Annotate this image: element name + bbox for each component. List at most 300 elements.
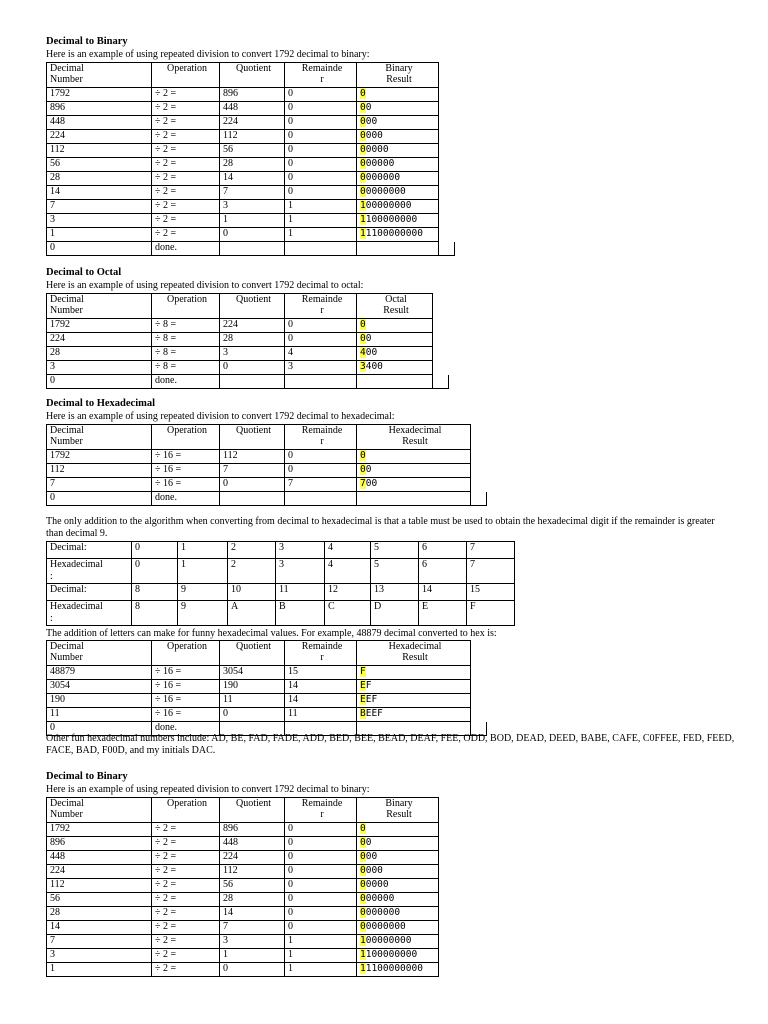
- result-cell: 00000: [357, 144, 439, 158]
- result-cell: 00: [357, 464, 471, 478]
- table-row: [47, 492, 487, 506]
- table-row: [47, 228, 455, 242]
- digit-cell: 7: [467, 542, 515, 559]
- quotient-cell: 448: [220, 837, 285, 851]
- table-row: [47, 907, 439, 921]
- digit-cell: E: [419, 601, 467, 626]
- remainder-cell: 1: [285, 200, 357, 214]
- quotient-cell: 224: [220, 851, 285, 865]
- table-row: [47, 186, 455, 200]
- spacer-cell: [471, 425, 487, 450]
- decimal-cell: 224: [47, 865, 152, 879]
- column-header: Remainde r: [285, 425, 357, 450]
- operation-cell: ÷ 8 =: [152, 319, 220, 333]
- spacer-cell: [439, 172, 455, 186]
- digit-cell: 1: [178, 559, 228, 584]
- quotient-cell: 0: [220, 478, 285, 492]
- remainder-cell: 11: [285, 708, 357, 722]
- result-cell: EF: [357, 680, 471, 694]
- spacer-cell: [471, 708, 487, 722]
- new-digit-highlight: 1: [360, 935, 366, 946]
- result-cell: 0000: [357, 130, 439, 144]
- remainder-cell: 15: [285, 666, 357, 680]
- quotient-cell: 7: [220, 921, 285, 935]
- decimal-cell: 1792: [47, 319, 152, 333]
- digit-cell: F: [467, 601, 515, 626]
- column-header: Operation: [152, 425, 220, 450]
- result-cell: 100000000: [357, 935, 439, 949]
- decimal-cell: 28: [47, 907, 152, 921]
- remainder-cell: 14: [285, 680, 357, 694]
- column-header: Hexadecimal Result: [357, 425, 471, 450]
- operation-cell: ÷ 2 =: [152, 963, 220, 977]
- digit-cell: 15: [467, 584, 515, 601]
- quotient-cell: 0: [220, 963, 285, 977]
- row-label: Hexadecimal :: [47, 559, 132, 584]
- table-row: [47, 88, 455, 102]
- new-digit-highlight: 0: [360, 319, 366, 330]
- table-row: [47, 680, 487, 694]
- digit-cell: 7: [467, 559, 515, 584]
- operation-cell: ÷ 16 =: [152, 464, 220, 478]
- new-digit-highlight: 0: [360, 879, 366, 890]
- table-row: [47, 935, 439, 949]
- spacer-cell: [439, 116, 455, 130]
- section-title-binary-2: Decimal to Binary: [46, 771, 128, 782]
- decimal-cell: 3: [47, 214, 152, 228]
- result-cell: 700: [357, 478, 471, 492]
- operation-cell: ÷ 2 =: [152, 200, 220, 214]
- quotient-cell: 224: [220, 319, 285, 333]
- section-title-hex: Decimal to Hexadecimal: [46, 398, 156, 409]
- quotient-cell: 0: [220, 228, 285, 242]
- remainder-cell: 0: [285, 172, 357, 186]
- result-cell: [357, 823, 439, 837]
- decimal-row: [47, 584, 515, 601]
- spacer-cell: [439, 144, 455, 158]
- remainder-cell: 0: [285, 88, 357, 102]
- decimal-cell: 7: [47, 478, 152, 492]
- remainder-cell: 0: [285, 116, 357, 130]
- result-cell: [357, 492, 471, 506]
- operation-cell: ÷ 16 =: [152, 694, 220, 708]
- digit-cell: A: [228, 601, 276, 626]
- operation-cell: ÷ 8 =: [152, 333, 220, 347]
- new-digit-highlight: 4: [360, 347, 366, 358]
- digit-cell: 12: [325, 584, 371, 601]
- quotient-cell: 190: [220, 680, 285, 694]
- operation-cell: ÷ 2 =: [152, 130, 220, 144]
- column-header: Decimal Number: [47, 641, 152, 666]
- digit-cell: 3: [276, 542, 325, 559]
- table-row: [47, 333, 449, 347]
- remainder-cell: [285, 375, 357, 389]
- spacer-cell: [471, 666, 487, 680]
- decimal-row: [47, 542, 515, 559]
- digit-cell: 3: [276, 559, 325, 584]
- remainder-cell: [285, 242, 357, 256]
- result-cell: 000: [357, 116, 439, 130]
- spacer-cell: [471, 492, 487, 506]
- result-cell: 3400: [357, 361, 433, 375]
- column-header: Operation: [152, 641, 220, 666]
- quotient-cell: 0: [220, 361, 285, 375]
- decimal-cell: 48879: [47, 666, 152, 680]
- quotient-cell: [220, 492, 285, 506]
- new-digit-highlight: 0: [360, 823, 366, 834]
- operation-cell: ÷ 2 =: [152, 116, 220, 130]
- remainder-cell: 0: [285, 823, 357, 837]
- spacer-cell: [439, 158, 455, 172]
- result-cell: 00: [357, 333, 433, 347]
- hexadecimal-row: [47, 601, 515, 626]
- remainder-cell: 0: [285, 865, 357, 879]
- remainder-cell: 1: [285, 935, 357, 949]
- quotient-cell: 1: [220, 214, 285, 228]
- new-digit-highlight: 0: [360, 158, 366, 169]
- decimal-cell: 56: [47, 158, 152, 172]
- operation-cell: ÷ 2 =: [152, 879, 220, 893]
- digit-cell: 4: [325, 559, 371, 584]
- table-row: [47, 116, 455, 130]
- operation-cell: ÷ 2 =: [152, 949, 220, 963]
- new-digit-highlight: B: [360, 708, 366, 719]
- new-digit-highlight: 0: [360, 186, 366, 197]
- remainder-cell: 0: [285, 893, 357, 907]
- table-row: [47, 214, 455, 228]
- result-cell: [357, 450, 471, 464]
- quotient-cell: 14: [220, 907, 285, 921]
- result-cell: [357, 375, 433, 389]
- quotient-cell: 3: [220, 200, 285, 214]
- spacer-cell: [471, 478, 487, 492]
- new-digit-highlight: 3: [360, 361, 366, 372]
- table-row: [47, 242, 455, 256]
- decimal-cell: 0: [47, 722, 152, 736]
- decimal-cell: 1: [47, 963, 152, 977]
- operation-cell: ÷ 2 =: [152, 172, 220, 186]
- result-cell: 400: [357, 347, 433, 361]
- result-cell: EEF: [357, 694, 471, 708]
- column-header: Decimal Number: [47, 425, 152, 450]
- binary-division-table: [46, 62, 455, 256]
- digit-cell: D: [371, 601, 419, 626]
- result-cell: 0000: [357, 865, 439, 879]
- spacer-cell: [433, 375, 449, 389]
- table-row: [47, 158, 455, 172]
- quotient-cell: [220, 375, 285, 389]
- table-row: [47, 851, 439, 865]
- table-row: [47, 666, 487, 680]
- result-cell: 000000: [357, 158, 439, 172]
- quotient-cell: 56: [220, 879, 285, 893]
- column-header: Quotient: [220, 425, 285, 450]
- operation-cell: ÷ 16 =: [152, 666, 220, 680]
- table-row: [47, 319, 449, 333]
- operation-cell: ÷ 2 =: [152, 851, 220, 865]
- operation-cell: ÷ 2 =: [152, 144, 220, 158]
- remainder-cell: 0: [285, 333, 357, 347]
- quotient-cell: 112: [220, 130, 285, 144]
- digit-cell: 6: [419, 559, 467, 584]
- operation-cell: ÷ 16 =: [152, 680, 220, 694]
- spacer-cell: [439, 200, 455, 214]
- result-cell: 00: [357, 837, 439, 851]
- new-digit-highlight: 0: [360, 130, 366, 141]
- quotient-cell: 224: [220, 116, 285, 130]
- remainder-cell: 3: [285, 361, 357, 375]
- operation-cell: ÷ 2 =: [152, 102, 220, 116]
- result-cell: 1100000000: [357, 949, 439, 963]
- remainder-cell: 0: [285, 907, 357, 921]
- decimal-cell: 28: [47, 172, 152, 186]
- digit-cell: 14: [419, 584, 467, 601]
- column-header: Remainde r: [285, 641, 357, 666]
- new-digit-highlight: 0: [360, 837, 366, 848]
- remainder-cell: 0: [285, 464, 357, 478]
- spacer-cell: [471, 464, 487, 478]
- table-row: [47, 694, 487, 708]
- quotient-cell: 112: [220, 450, 285, 464]
- quotient-cell: 896: [220, 88, 285, 102]
- digit-cell: 8: [132, 601, 178, 626]
- table-row: [47, 130, 455, 144]
- operation-cell: ÷ 8 =: [152, 361, 220, 375]
- new-digit-highlight: 0: [360, 907, 366, 918]
- decimal-cell: 1792: [47, 450, 152, 464]
- table-header-row: [47, 63, 455, 88]
- quotient-cell: 28: [220, 333, 285, 347]
- spacer-cell: [433, 294, 449, 319]
- operation-cell: ÷ 2 =: [152, 907, 220, 921]
- new-digit-highlight: 1: [360, 963, 366, 974]
- table-header-row: [47, 798, 439, 823]
- spacer-cell: [439, 214, 455, 228]
- section-title-binary: Decimal to Binary: [46, 36, 128, 47]
- decimal-cell: 11: [47, 708, 152, 722]
- result-cell: 11100000000: [357, 228, 439, 242]
- operation-cell: ÷ 16 =: [152, 478, 220, 492]
- operation-cell: ÷ 2 =: [152, 228, 220, 242]
- decimal-cell: 1792: [47, 88, 152, 102]
- spacer-cell: [433, 347, 449, 361]
- decimal-cell: 896: [47, 837, 152, 851]
- quotient-cell: 112: [220, 865, 285, 879]
- table-row: [47, 102, 455, 116]
- digit-cell: B: [276, 601, 325, 626]
- fun-hex-division-table: [46, 640, 487, 736]
- table-row: [47, 921, 439, 935]
- spacer-cell: [433, 333, 449, 347]
- decimal-cell: 448: [47, 851, 152, 865]
- table-header-row: [47, 641, 487, 666]
- decimal-cell: 112: [47, 464, 152, 478]
- section-intro-binary-2: Here is an example of using repeated division to convert 1792 decimal to binary:: [46, 784, 370, 795]
- operation-cell: done.: [152, 722, 220, 736]
- result-cell: 0000000: [357, 907, 439, 921]
- remainder-cell: 14: [285, 694, 357, 708]
- digit-cell: 11: [276, 584, 325, 601]
- decimal-cell: 14: [47, 186, 152, 200]
- remainder-cell: 0: [285, 186, 357, 200]
- column-header: Hexadecimal Result: [357, 641, 471, 666]
- column-header: Decimal Number: [47, 63, 152, 88]
- remainder-cell: [285, 492, 357, 506]
- result-cell: 00: [357, 102, 439, 116]
- quotient-cell: 448: [220, 102, 285, 116]
- digit-cell: 2: [228, 542, 276, 559]
- table-row: [47, 478, 487, 492]
- octal-division-table: [46, 293, 449, 389]
- new-digit-highlight: 0: [360, 88, 366, 99]
- spacer-cell: [439, 88, 455, 102]
- quotient-cell: 7: [220, 464, 285, 478]
- result-cell: 00000000: [357, 186, 439, 200]
- table-row: [47, 144, 455, 158]
- column-header: Operation: [152, 798, 220, 823]
- remainder-cell: 1: [285, 963, 357, 977]
- table-row: [47, 375, 449, 389]
- new-digit-highlight: E: [360, 680, 366, 691]
- column-header: Remainde r: [285, 294, 357, 319]
- column-header: Binary Result: [357, 798, 439, 823]
- remainder-cell: 0: [285, 102, 357, 116]
- section-intro-hex: Here is an example of using repeated division to convert 1792 decimal to hexadecimal:: [46, 411, 395, 422]
- result-cell: 100000000: [357, 200, 439, 214]
- decimal-cell: 14: [47, 921, 152, 935]
- result-cell: 1100000000: [357, 214, 439, 228]
- column-header: Binary Result: [357, 63, 439, 88]
- remainder-cell: 4: [285, 347, 357, 361]
- hex-lookup-table: [46, 541, 515, 626]
- spacer-cell: [439, 130, 455, 144]
- decimal-cell: 7: [47, 935, 152, 949]
- new-digit-highlight: 7: [360, 478, 366, 489]
- fun-hex-intro: The addition of letters can make for funny hexadecimal values. For example, 48879 decimal converted to hex is:: [46, 628, 497, 639]
- table-header-row: [47, 294, 449, 319]
- operation-cell: ÷ 2 =: [152, 935, 220, 949]
- new-digit-highlight: 1: [360, 200, 366, 211]
- column-header: Quotient: [220, 798, 285, 823]
- result-cell: 000: [357, 851, 439, 865]
- result-cell: 00000: [357, 879, 439, 893]
- digit-cell: 5: [371, 559, 419, 584]
- decimal-cell: 0: [47, 242, 152, 256]
- row-label: Hexadecimal :: [47, 601, 132, 626]
- decimal-cell: 56: [47, 893, 152, 907]
- new-digit-highlight: 0: [360, 116, 366, 127]
- column-header: Operation: [152, 294, 220, 319]
- table-row: [47, 450, 487, 464]
- new-digit-highlight: 0: [360, 172, 366, 183]
- section-intro-octal: Here is an example of using repeated division to convert 1792 decimal to octal:: [46, 280, 364, 291]
- operation-cell: ÷ 2 =: [152, 893, 220, 907]
- digit-cell: 9: [178, 601, 228, 626]
- remainder-cell: 0: [285, 837, 357, 851]
- result-cell: [357, 242, 439, 256]
- new-digit-highlight: F: [360, 666, 366, 677]
- operation-cell: ÷ 2 =: [152, 921, 220, 935]
- result-cell: BEEF: [357, 708, 471, 722]
- quotient-cell: 28: [220, 158, 285, 172]
- operation-cell: ÷ 2 =: [152, 865, 220, 879]
- digit-cell: 2: [228, 559, 276, 584]
- column-header: Quotient: [220, 641, 285, 666]
- table-row: [47, 347, 449, 361]
- hexadecimal-row: [47, 559, 515, 584]
- result-cell: 000000: [357, 893, 439, 907]
- spacer-cell: [433, 361, 449, 375]
- remainder-cell: 0: [285, 921, 357, 935]
- spacer-cell: [439, 102, 455, 116]
- quotient-cell: 3: [220, 347, 285, 361]
- section-title-octal: Decimal to Octal: [46, 267, 122, 278]
- remainder-cell: 7: [285, 478, 357, 492]
- table-row: [47, 172, 455, 186]
- spacer-cell: [439, 228, 455, 242]
- digit-cell: 8: [132, 584, 178, 601]
- quotient-cell: 28: [220, 893, 285, 907]
- digit-cell: 9: [178, 584, 228, 601]
- decimal-cell: 448: [47, 116, 152, 130]
- quotient-cell: 896: [220, 823, 285, 837]
- new-digit-highlight: 0: [360, 865, 366, 876]
- spacer-cell: [471, 694, 487, 708]
- quotient-cell: 7: [220, 186, 285, 200]
- table-header-row: [47, 425, 487, 450]
- decimal-cell: 1792: [47, 823, 152, 837]
- operation-cell: ÷ 2 =: [152, 837, 220, 851]
- digit-cell: C: [325, 601, 371, 626]
- quotient-cell: 14: [220, 172, 285, 186]
- spacer-cell: [471, 641, 487, 666]
- operation-cell: done.: [152, 375, 220, 389]
- row-label: Decimal:: [47, 584, 132, 601]
- operation-cell: ÷ 2 =: [152, 88, 220, 102]
- quotient-cell: 11: [220, 694, 285, 708]
- decimal-cell: 0: [47, 492, 152, 506]
- new-digit-highlight: 1: [360, 228, 366, 239]
- table-row: [47, 879, 439, 893]
- quotient-cell: 3054: [220, 666, 285, 680]
- quotient-cell: 3: [220, 935, 285, 949]
- section-intro-binary: Here is an example of using repeated division to convert 1792 decimal to binary:: [46, 49, 370, 60]
- operation-cell: done.: [152, 492, 220, 506]
- spacer-cell: [439, 63, 455, 88]
- digit-cell: 5: [371, 542, 419, 559]
- binary-division-table-2: [46, 797, 439, 977]
- new-digit-highlight: 0: [360, 851, 366, 862]
- new-digit-highlight: 0: [360, 921, 366, 932]
- operation-cell: ÷ 2 =: [152, 186, 220, 200]
- column-header: Quotient: [220, 63, 285, 88]
- decimal-cell: 190: [47, 694, 152, 708]
- new-digit-highlight: 1: [360, 214, 366, 225]
- quotient-cell: 0: [220, 708, 285, 722]
- new-digit-highlight: 1: [360, 949, 366, 960]
- decimal-cell: 3: [47, 361, 152, 375]
- new-digit-highlight: E: [360, 694, 366, 705]
- spacer-cell: [471, 450, 487, 464]
- operation-cell: ÷ 2 =: [152, 214, 220, 228]
- operation-cell: ÷ 8 =: [152, 347, 220, 361]
- digit-cell: 4: [325, 542, 371, 559]
- remainder-cell: 0: [285, 879, 357, 893]
- table-row: [47, 837, 439, 851]
- remainder-cell: 0: [285, 851, 357, 865]
- result-cell: 11100000000: [357, 963, 439, 977]
- column-header: Remainde r: [285, 798, 357, 823]
